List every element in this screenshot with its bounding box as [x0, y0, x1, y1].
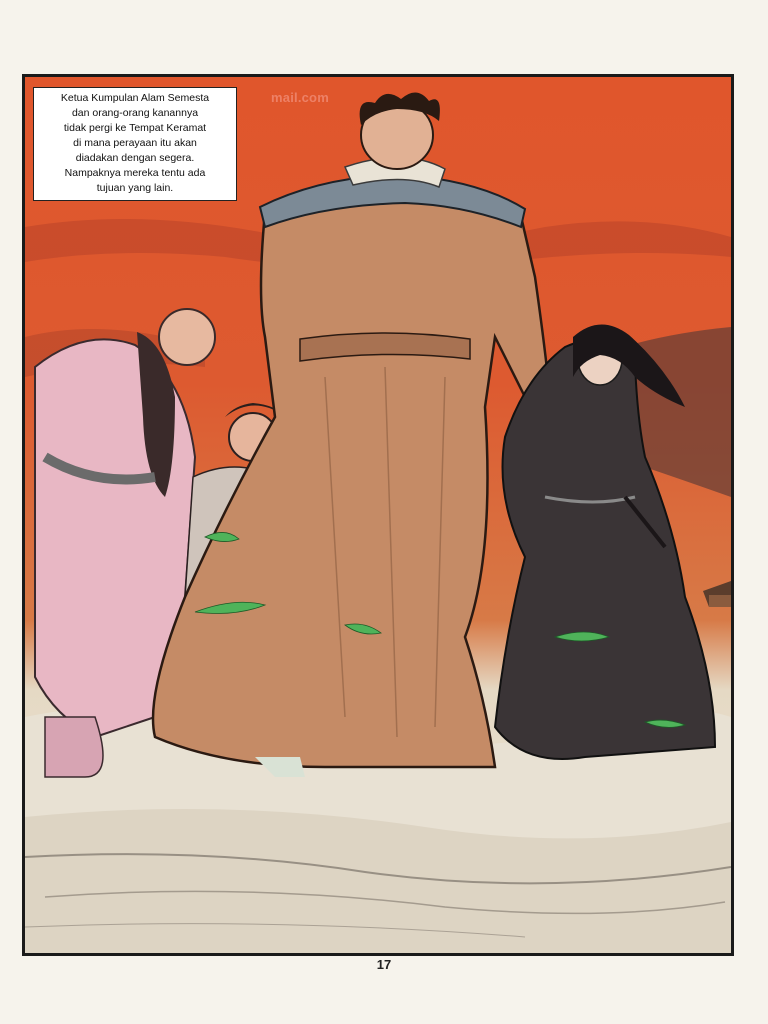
caption-line: tidak pergi ke Tempat Keramat	[63, 122, 207, 134]
caption-line: Nampaknya mereka tentu ada	[64, 167, 206, 179]
distant-pagoda	[703, 581, 731, 607]
caption-line: diadakan dengan segera.	[75, 152, 195, 164]
caption-line: di mana perayaan itu akan	[73, 137, 197, 149]
caption-line: tujuan yang lain.	[96, 182, 174, 194]
page-number: 17	[376, 957, 392, 972]
comic-panel	[22, 74, 734, 956]
caption-line: dan orang-orang kanannya	[71, 107, 199, 119]
watermark: mail.com	[271, 90, 329, 105]
panel-illustration	[25, 77, 731, 953]
narration-caption	[33, 87, 237, 201]
caption-line: Ketua Kumpulan Alam Semesta	[60, 92, 210, 104]
